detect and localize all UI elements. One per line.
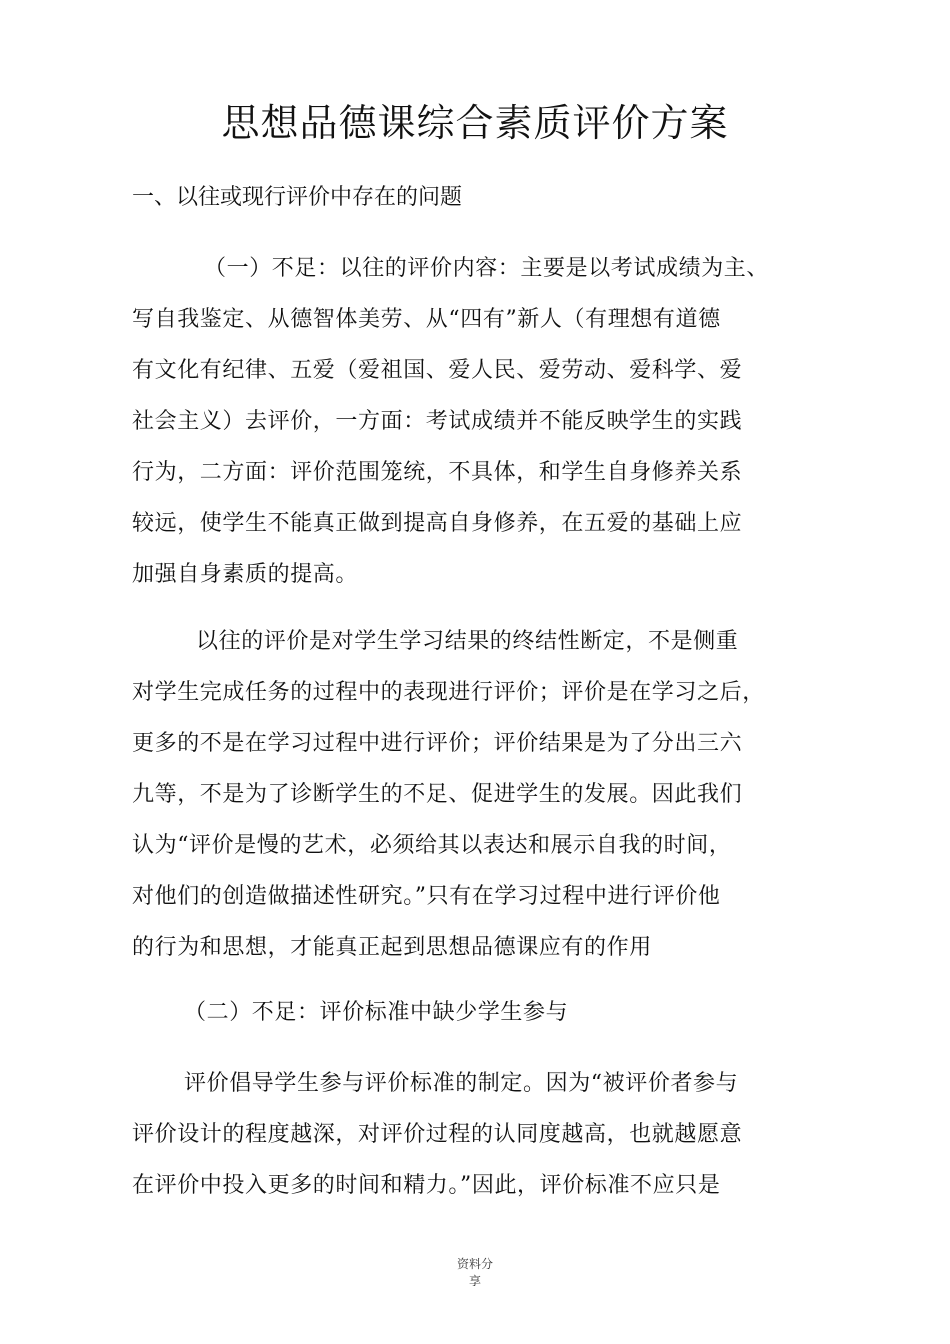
paragraph-line: 对学生完成任务的过程中的表现进行评价；评价是在学习之后， xyxy=(132,680,765,705)
paragraph-line: 九等，不是为了诊断学生的不足、促进学生的发展。因此我们 xyxy=(132,782,743,807)
paragraph-line: 在评价中投入更多的时间和精力。”因此，评价标准不应只是 xyxy=(132,1173,721,1198)
footer-line: 享 xyxy=(468,1274,481,1288)
paragraph-line: （二）不足：评价标准中缺少学生参与 xyxy=(184,1000,569,1025)
paragraph-3 xyxy=(132,987,832,1038)
section-heading: 一、以往或现行评价中存在的问题 xyxy=(132,185,463,210)
page-footer xyxy=(0,1256,950,1290)
paragraph-line: 评价设计的程度越深，对评价过程的认同度越高，也就越愿意 xyxy=(132,1122,743,1147)
paragraph-line: 更多的不是在学习过程中进行评价；评价结果是为了分出三六 xyxy=(132,731,743,756)
paragraph-line: 加强自身素质的提高。 xyxy=(132,562,359,587)
paragraph-line: 的行为和思想，才能真正起到思想品德课应有的作用 xyxy=(132,935,652,960)
paragraph-4 xyxy=(132,1058,832,1211)
paragraph-line: 评价倡导学生参与评价标准的制定。因为“被评价者参与 xyxy=(184,1071,739,1096)
paragraph-line: 行为，二方面：评价范围笼统，不具体，和学生自身修养关系 xyxy=(132,460,743,485)
document-title: 思想品德课综合素质评价方案 xyxy=(221,101,729,145)
footer-line: 资料分 xyxy=(456,1257,493,1271)
paragraph-line: 有文化有纪律、五爱（爱祖国、爱人民、爱劳动、爱科学、爱 xyxy=(132,358,743,383)
paragraph-1 xyxy=(132,243,832,600)
paragraph-line: 较远，使学生不能真正做到提高自身修养，在五爱的基础上应 xyxy=(132,511,743,536)
paragraph-line: 对他们的创造做描述性研究。”只有在学习过程中进行评价他 xyxy=(132,884,721,909)
paragraph-line: （一）不足：以往的评价内容：主要是以考试成绩为主、 xyxy=(204,256,770,281)
paragraph-line: 认为“评价是慢的艺术，必须给其以表达和展示自我的时间， xyxy=(132,833,732,858)
paragraph-line: 以往的评价是对学生学习结果的终结性断定，不是侧重 xyxy=(196,629,739,654)
paragraph-line: 写自我鉴定、从德智体美劳、从“四有”新人（有理想有道德 xyxy=(132,307,721,332)
paragraph-2 xyxy=(132,616,832,973)
paragraph-line: 社会主义）去评价，一方面：考试成绩并不能反映学生的实践 xyxy=(132,409,743,434)
